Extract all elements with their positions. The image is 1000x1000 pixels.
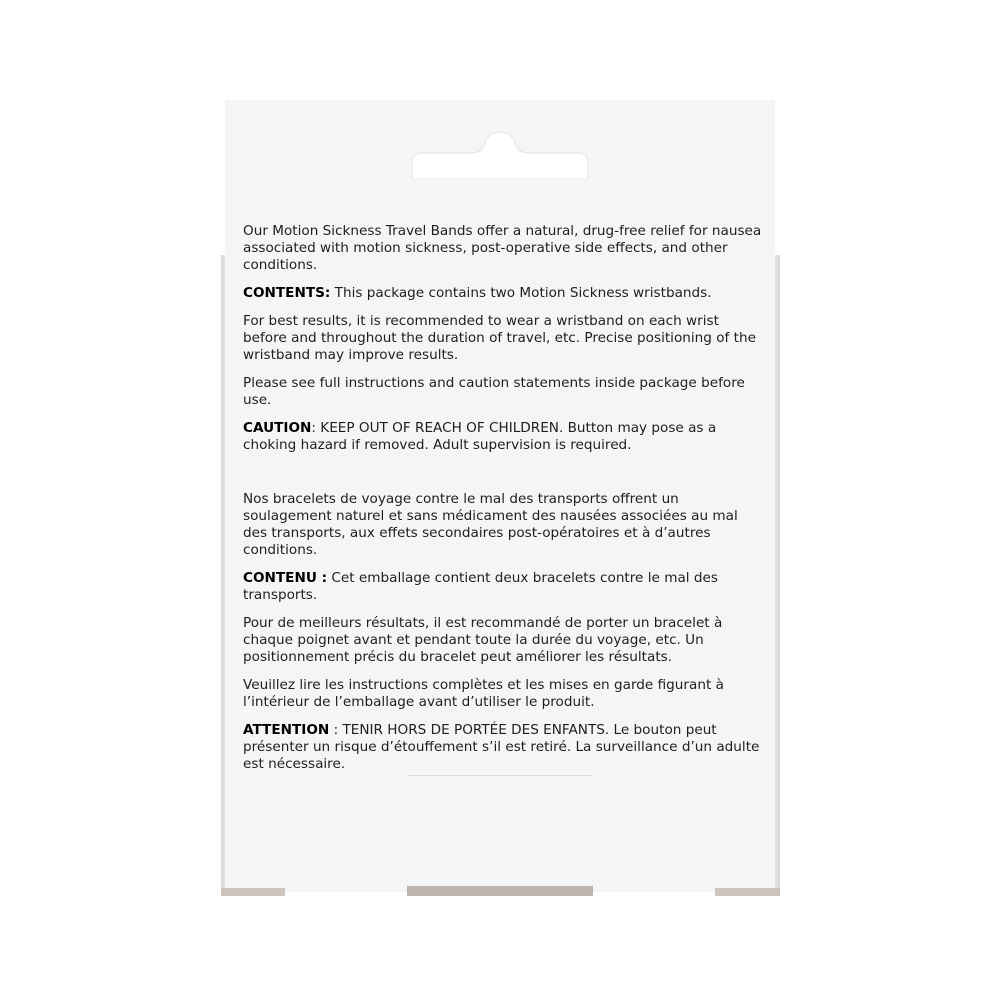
french-contents-text: Cet emballage contient deux bracelets contre le mal des transports. [243, 570, 718, 603]
bottom-edge-center [407, 886, 593, 896]
english-contents-label: CONTENTS: [243, 285, 331, 301]
english-text-section [243, 223, 763, 465]
bottom-edge-left [221, 888, 285, 896]
fold-line [407, 775, 593, 776]
hang-hole-icon [400, 131, 600, 179]
english-contents [243, 285, 763, 302]
french-usage: Pour de meilleurs résultats, il est recommandé de porter un bracelet à chaque poignet avant et pendant toute la durée du voyage, etc. Un positionnement précis du bracelet peut améliorer les résultats. [243, 615, 723, 665]
english-caution-label: CAUTION [243, 420, 312, 436]
french-text-section [243, 491, 763, 784]
english-usage: For best results, it is recommended to wear a wristband on each wrist before and throughout the duration of travel, etc. Precise positioning of the wristband may improve results. [243, 313, 756, 363]
english-intro: Our Motion Sickness Travel Bands offer a natural, drug-free relief for nausea associated with motion sickness, post-operative side effects, and other conditions. [243, 223, 762, 273]
english-instructions: Please see full instructions and caution statements inside package before use. [243, 375, 745, 408]
english-caution-text: : KEEP OUT OF REACH OF CHILDREN. Button may pose as a choking hazard if removed. Adult supervision is required. [243, 420, 717, 453]
french-contents [243, 570, 763, 604]
french-contents-label: CONTENU : [243, 570, 328, 586]
french-caution-text: : TENIR HORS DE PORTÉE DES ENFANTS. Le bouton peut présenter un risque d’étouffement s’il est retiré. La surveillance d’un adulte est nécessaire. [243, 722, 760, 772]
bottom-edge-right [715, 888, 780, 896]
french-instructions: Veuillez lire les instructions complètes et les mises en garde figurant à l’intérieur de l’emballage avant d’utiliser le produit. [243, 677, 724, 710]
english-caution [243, 420, 763, 454]
english-contents-text: This package contains two Motion Sickness wristbands. [330, 285, 712, 301]
french-caution-label: ATTENTION [243, 722, 330, 738]
french-caution [243, 722, 763, 773]
french-intro: Nos bracelets de voyage contre le mal des transports offrent un soulagement naturel et sans médicament des nausées associées au mal des transports, aux effets secondaires post-opératoires et à d’autres conditions. [243, 491, 738, 558]
